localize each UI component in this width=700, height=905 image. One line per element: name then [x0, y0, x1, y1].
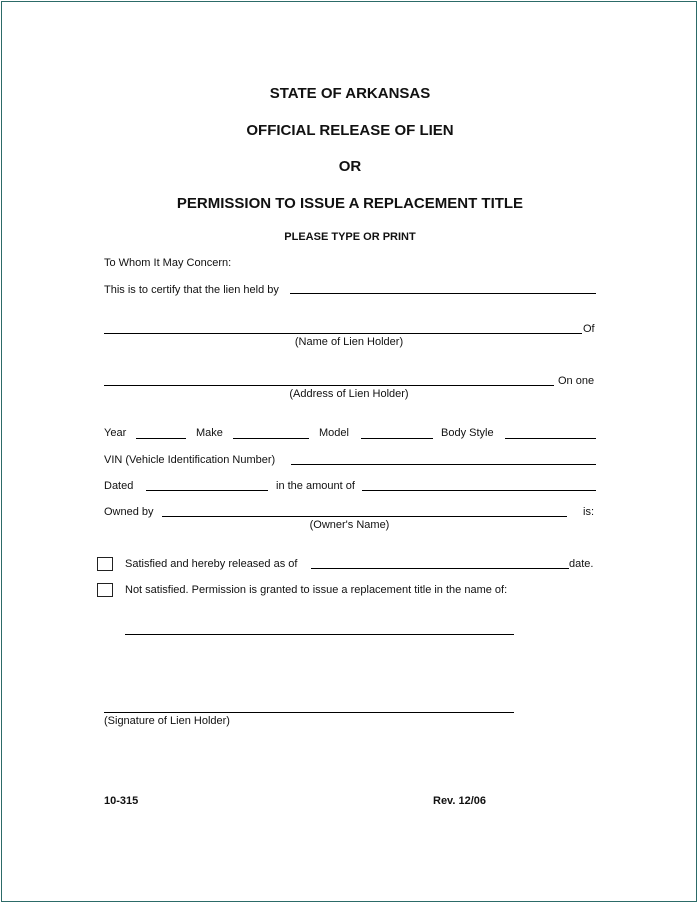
- signature-field[interactable]: [104, 712, 514, 713]
- make-label: Make: [196, 427, 223, 439]
- not-satisfied-checkbox[interactable]: [97, 583, 113, 597]
- lien-held-by-field[interactable]: [290, 293, 596, 294]
- title-or: OR: [338, 158, 362, 175]
- dated-field[interactable]: [146, 490, 268, 491]
- dated-label: Dated: [104, 480, 134, 492]
- body-style-field[interactable]: [505, 438, 596, 439]
- vin-label: VIN (Vehicle Identification Number): [104, 454, 276, 466]
- lienholder-address-field[interactable]: [104, 385, 554, 386]
- not-satisfied-label: Not satisfied. Permission is granted to issue a replacement title in the name of:: [125, 584, 508, 596]
- year-label: Year: [104, 427, 127, 439]
- title-replacement: PERMISSION TO ISSUE A REPLACEMENT TITLE: [176, 195, 524, 212]
- lienholder-name-field[interactable]: [104, 333, 582, 334]
- owner-caption: (Owner's Name): [309, 519, 390, 531]
- satisfied-checkbox[interactable]: [97, 557, 113, 571]
- model-label: Model: [319, 427, 349, 439]
- address-caption: (Address of Lien Holder): [289, 388, 409, 400]
- title-release-of-lien: OFFICIAL RELEASE OF LIEN: [246, 122, 454, 139]
- year-field[interactable]: [136, 438, 186, 439]
- model-field[interactable]: [361, 438, 433, 439]
- amount-field[interactable]: [362, 490, 596, 491]
- owned-by-label: Owned by: [104, 506, 154, 518]
- make-field[interactable]: [233, 438, 309, 439]
- on-one-label: On one: [558, 375, 595, 387]
- body-style-label: Body Style: [441, 427, 494, 439]
- salutation: To Whom It May Concern:: [104, 257, 232, 269]
- release-date-field[interactable]: [311, 568, 569, 569]
- replacement-name-field[interactable]: [125, 634, 514, 635]
- lienholder-caption: (Name of Lien Holder): [294, 336, 404, 348]
- satisfied-label: Satisfied and hereby released as of: [125, 558, 298, 570]
- signature-caption: (Signature of Lien Holder): [104, 715, 230, 727]
- date-label: date.: [569, 558, 594, 570]
- amount-label: in the amount of: [276, 480, 355, 492]
- certify-text: This is to certify that the lien held by: [104, 284, 279, 296]
- form-number: 10-315: [104, 795, 139, 807]
- vin-field[interactable]: [291, 464, 596, 465]
- state-heading: STATE OF ARKANSAS: [269, 85, 431, 102]
- owner-name-field[interactable]: [162, 516, 567, 517]
- of-label: Of: [583, 323, 595, 335]
- revision-date: Rev. 12/06: [433, 795, 487, 807]
- instruction-text: PLEASE TYPE OR PRINT: [284, 231, 416, 243]
- is-label: is:: [583, 506, 594, 518]
